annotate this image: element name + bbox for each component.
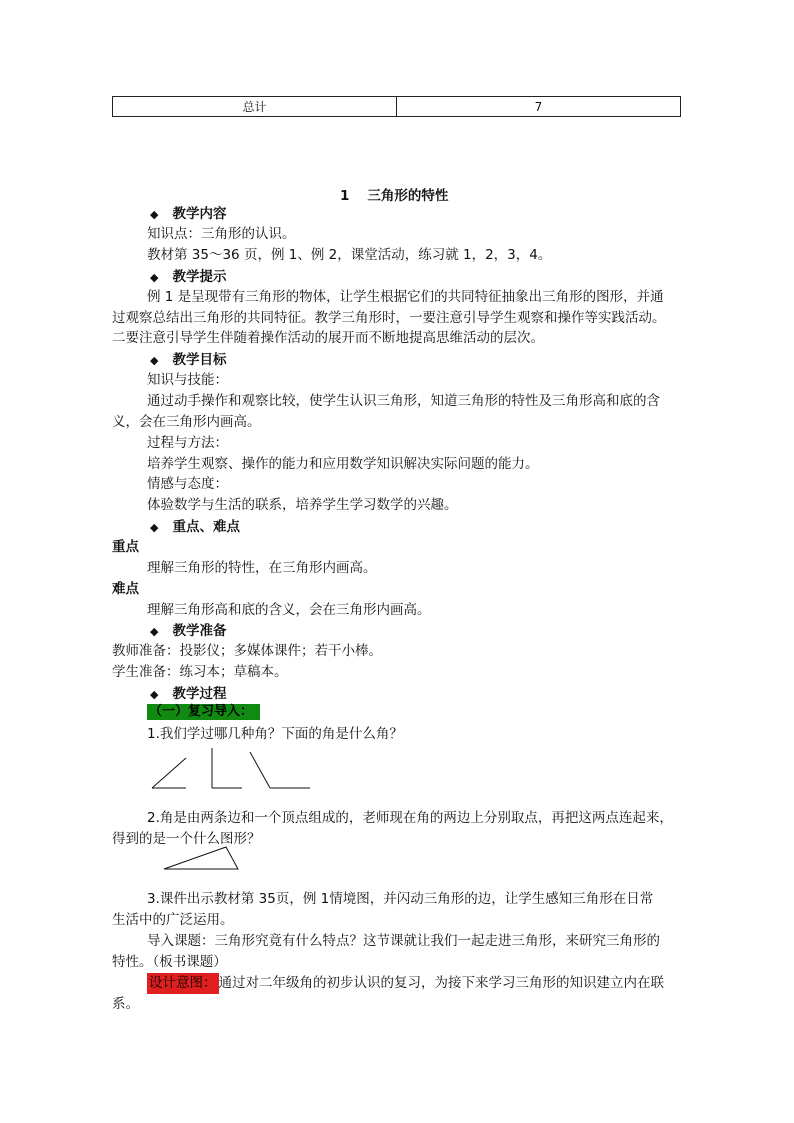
goal-process-text: 培养学生观察、操作的能力和应用数学知识解决实际问题的能力。: [147, 456, 539, 472]
question-2-line: 得到的是一个什么图形？: [112, 831, 261, 847]
difficulty-text: 理解三角形高和底的含义，会在三角形内画高。: [147, 602, 431, 618]
question-3-line: 3.课件出示教材第 35页，例 1情境图，并闪动三角形的边，让学生感知三角形在日常: [147, 891, 654, 907]
lesson-title-text: 三角形的特性: [367, 188, 449, 204]
difficulty-label: 难点: [112, 581, 139, 597]
goal-knowledge-line: 通过动手操作和观察比较，使学生认识三角形，知道三角形的特性及三角形高和底的含: [147, 393, 660, 409]
summary-value-cell: 7: [397, 97, 681, 117]
goal-knowledge-label: 知识与技能：: [147, 372, 228, 388]
goal-process-label: 过程与方法：: [147, 435, 228, 451]
keypoint-heading: [150, 515, 240, 535]
heading-text: 教学过程: [172, 686, 227, 702]
design-intent-line: [147, 973, 722, 994]
diamond-bullet-icon: ◆: [150, 625, 159, 638]
angle-figures: [150, 748, 320, 793]
content-heading: [150, 202, 226, 222]
heading-text: 重点、难点: [172, 519, 240, 535]
hint-line: 过观察总结出三角形的共同特征。教学三角形时，一要注意引导学生观察和操作等实践活动。: [112, 310, 666, 326]
question-2-line: 2.角是由两条边和一个顶点组成的，老师现在角的两边上分别取点，再把这两点连起来，: [147, 810, 673, 826]
review-intro-tag: （一）复习导入：: [147, 704, 260, 720]
heading-text: 教学准备: [172, 623, 227, 639]
prep-heading: [150, 619, 226, 639]
key-label: 重点: [112, 539, 139, 555]
design-intent-text: 通过对二年级角的初步认识的复习，为接下来学习三角形的知识建立内在联: [218, 975, 664, 991]
content-line: 知识点：三角形的认识。: [147, 226, 296, 242]
lesson-title: [340, 184, 448, 204]
acute-angle-figure: [152, 758, 186, 788]
heading-text: 教学目标: [172, 352, 227, 368]
diamond-bullet-icon: ◆: [150, 354, 159, 367]
hint-line: 例 1 是呈现带有三角形的物体，让学生根据它们的共同特征抽象出三角形的图形，并通: [147, 289, 664, 305]
goal-emotion-label: 情感与态度：: [147, 476, 228, 492]
key-text: 理解三角形的特性，在三角形内画高。: [147, 560, 377, 576]
obtuse-angle-figure: [250, 752, 310, 788]
design-intent-tag: 设计意图：: [147, 973, 219, 994]
hint-heading: [150, 265, 226, 285]
prep-teacher: 教师准备：投影仪；多媒体课件；若干小棒。: [112, 643, 382, 659]
hint-line: 二要注意引导学生伴随着操作活动的展开而不断地提高思维活动的层次。: [112, 330, 544, 346]
prep-student: 学生准备：练习本；草稿本。: [112, 664, 288, 680]
content-line: 教材第 35～36 页，例 1、例 2，课堂活动，练习就 1，2，3，4。: [147, 247, 552, 263]
table-row: [113, 97, 681, 117]
question-1: 1.我们学过哪几种角？下面的角是什么角？: [147, 726, 403, 742]
diamond-bullet-icon: ◆: [150, 688, 159, 701]
diamond-bullet-icon: ◆: [150, 208, 159, 221]
diamond-bullet-icon: ◆: [150, 271, 159, 284]
design-intent-line-2: 系。: [112, 996, 139, 1012]
heading-text: 教学内容: [172, 206, 227, 222]
summary-label-cell: 总计: [113, 97, 397, 117]
goal-knowledge-line: 义，会在三角形内画高。: [112, 414, 261, 430]
question-3-line: 生活中的广泛运用。: [112, 912, 234, 928]
intro-line: 特性。（板书课题）: [112, 954, 227, 970]
right-angle-figure: [212, 748, 242, 788]
process-heading: [150, 682, 226, 702]
goal-heading: [150, 348, 226, 368]
summary-table: [112, 96, 681, 117]
triangle-figure: [160, 843, 245, 873]
lesson-number: 1: [340, 188, 350, 204]
goal-emotion-text: 体验数学与生活的联系，培养学生学习数学的兴趣。: [147, 497, 458, 513]
intro-line: 导入课题：三角形究竟有什么特点？这节课就让我们一起走进三角形，来研究三角形的: [147, 933, 660, 949]
diamond-bullet-icon: ◆: [150, 521, 159, 534]
heading-text: 教学提示: [172, 269, 227, 285]
